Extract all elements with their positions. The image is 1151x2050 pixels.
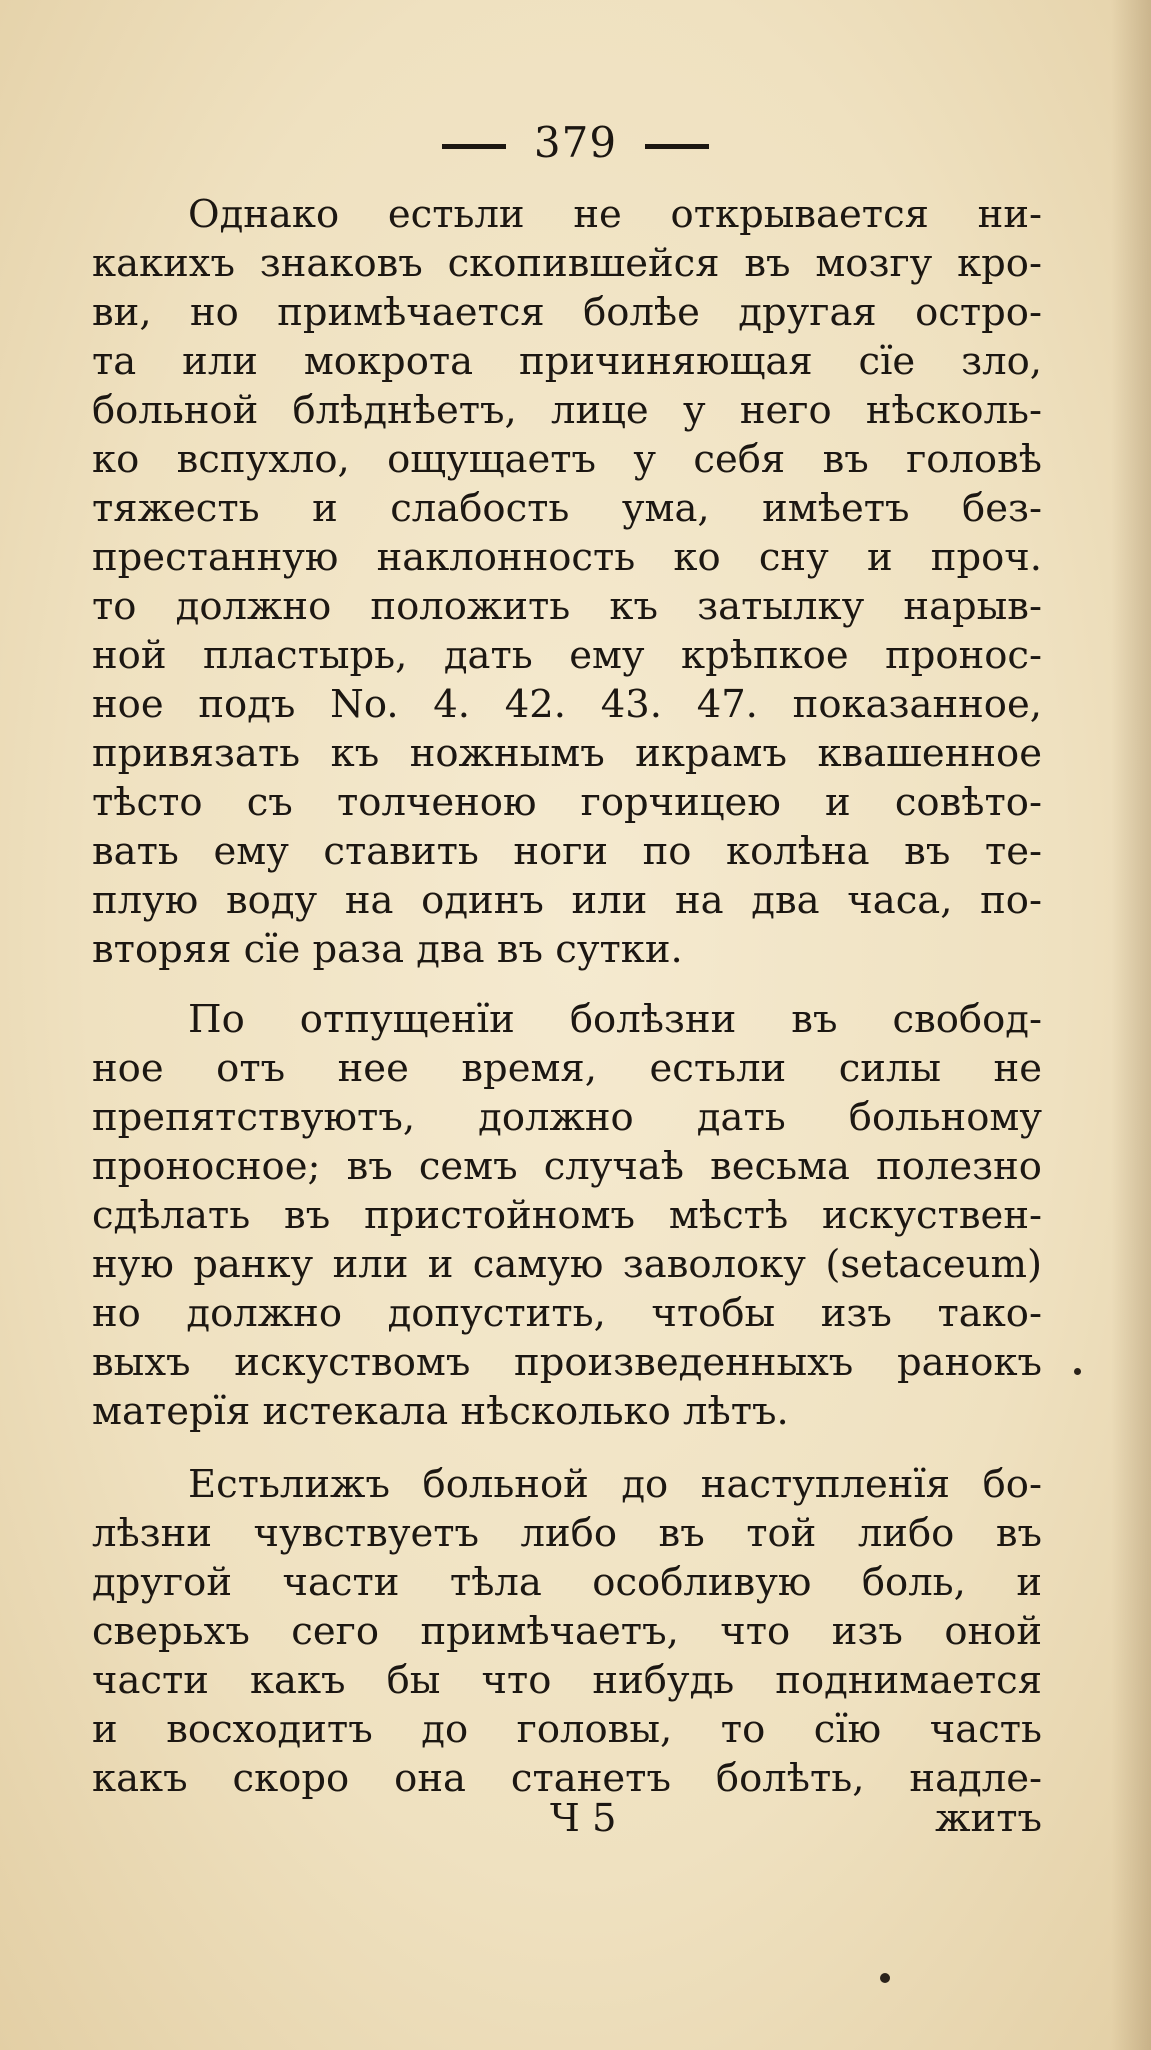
text-line: та или мокрота причиняющая сїе зло, (92, 339, 1042, 384)
text-line: но должно допустить, чтобы изъ тако- (92, 1291, 1042, 1336)
text-line: ко вспухло, ощущаетъ у себя въ головѣ (92, 437, 1042, 482)
text-line: ной пластырь, дать ему крѣпкое пронос- (92, 633, 1042, 678)
text-line: тяжесть и слабость ума, имѣетъ без- (92, 486, 1042, 531)
ink-speck (1074, 1368, 1081, 1375)
text-line: какихъ знаковъ скопившейся въ мозгу кро- (92, 241, 1042, 286)
text-line: какъ скоро она станетъ болѣть, надле- (92, 1756, 1042, 1801)
text-line: то должно положить къ затылку нарыв- (92, 584, 1042, 629)
page-footer (92, 1796, 1042, 1846)
text-line: престанную наклонность ко сну и проч. (92, 535, 1042, 580)
text-line: вать ему ставить ноги по колѣна въ те- (92, 829, 1042, 874)
text-line: проносное; въ семъ случаѣ весьма полезно (92, 1144, 1042, 1189)
text-line: плую воду на одинъ или на два часа, по- (92, 878, 1042, 923)
text-line: По отпущенїи болѣзни въ свобод- (188, 997, 1042, 1042)
page-edge-shadow (1111, 0, 1151, 2050)
text-line: и восходитъ до головы, то сїю часть (92, 1707, 1042, 1752)
page-number: 379 (533, 118, 618, 167)
text-line: ную ранку или и самую заволоку (setaceum) (92, 1242, 1042, 1287)
paragraph-2 (92, 995, 1042, 1436)
text-line: ное подъ No. 4. 42. 43. 47. показанное, (92, 682, 1042, 727)
text-line: выхъ искуствомъ произведенныхъ ранокъ (92, 1340, 1042, 1385)
text-line: лѣзни чувствуетъ либо въ той либо въ (92, 1511, 1042, 1556)
text-line: Однако естьли не открывается ни- (188, 192, 1042, 237)
text-line: части какъ бы что нибудь поднимается (92, 1658, 1042, 1703)
text-line: привязать къ ножнымъ икрамъ квашенное (92, 731, 1042, 776)
text-line: вторяя сїе раза два въ сутки. (92, 927, 683, 972)
text-line: другой части тѣла особливую боль, и (92, 1560, 1042, 1605)
text-line: сверьхъ сего примѣчаетъ, что изъ оной (92, 1609, 1042, 1654)
text-line: сдѣлать въ пристойномъ мѣстѣ искуствен- (92, 1193, 1042, 1238)
ink-speck (880, 1973, 890, 1983)
text-line: препятствуютъ, должно дать больному (92, 1095, 1042, 1140)
header-dash-left (442, 144, 506, 149)
text-line: ное отъ нее время, естьли силы не (92, 1046, 1042, 1091)
printer-signature-mark: Ч 5 (550, 1796, 617, 1841)
catchword: житъ (935, 1796, 1042, 1841)
text-line: Естьлижъ больной до наступленїя бо- (188, 1462, 1042, 1507)
header-dash-right (645, 144, 709, 149)
text-line: ви, но примѣчается болѣе другая остро- (92, 290, 1042, 335)
text-line: тѣсто съ толченою горчицею и совѣто- (92, 780, 1042, 825)
text-line: матерїя истекала нѣсколько лѣтъ. (92, 1389, 789, 1434)
text-line: больной блѣднѣетъ, лице у него нѣсколь- (92, 388, 1042, 433)
page-header (0, 118, 1151, 167)
paragraph-3 (92, 1460, 1042, 1803)
paragraph-1 (92, 190, 1042, 974)
